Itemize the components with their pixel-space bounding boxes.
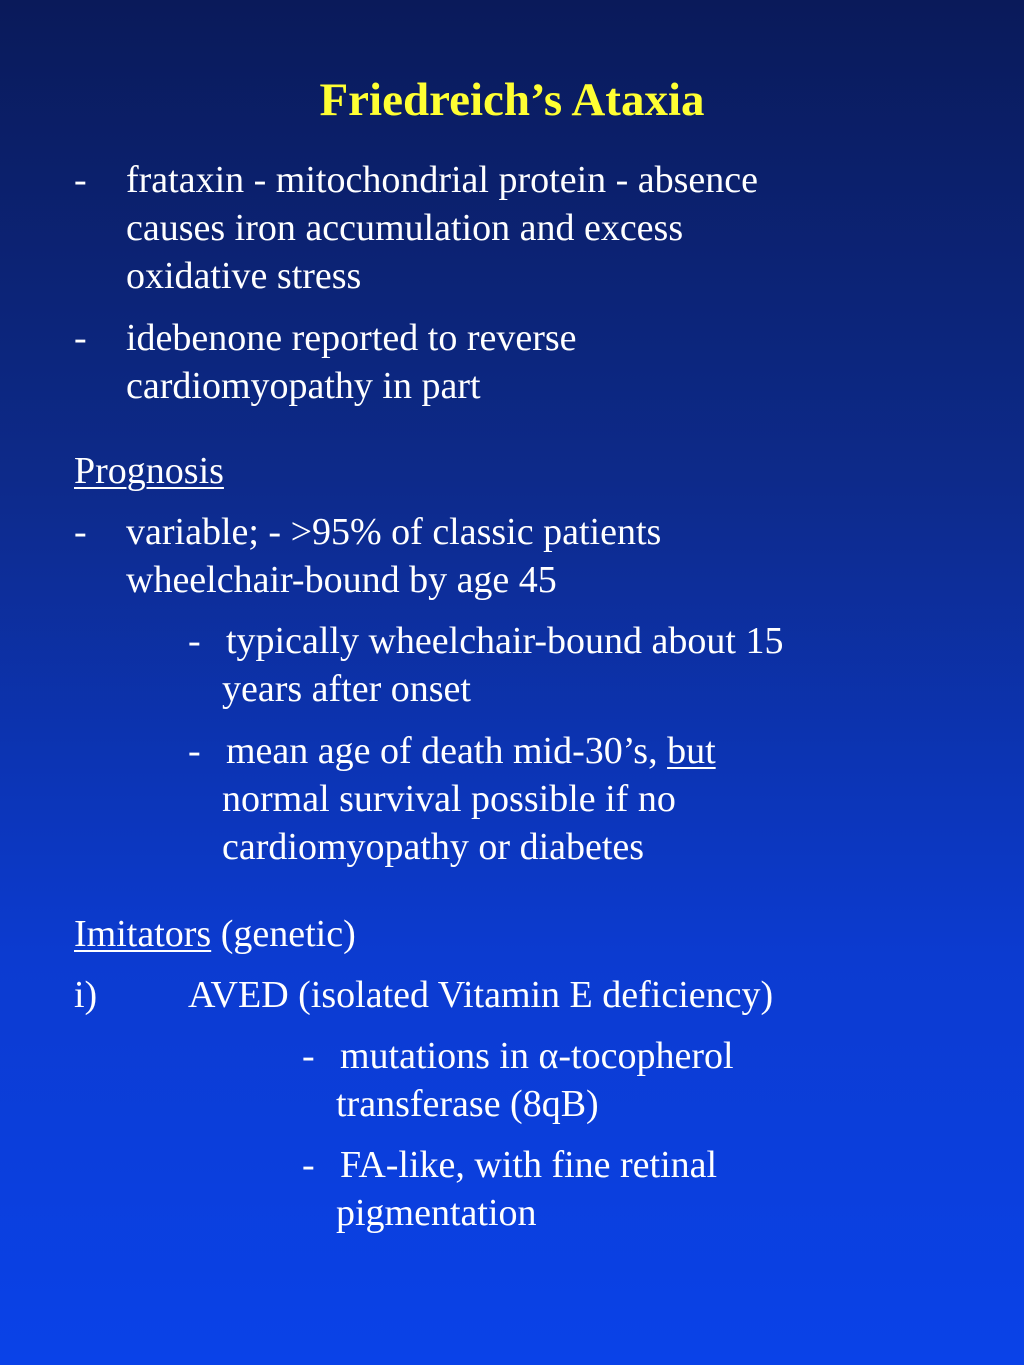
imitators-sub1-suffix: -tocopherol — [558, 1035, 734, 1077]
imitators-sub1-line2: transferase (8qB) — [336, 1083, 599, 1125]
prognosis-bullet-line2: wheelchair-bound by age 45 — [126, 559, 557, 601]
prognosis-bullet-line1: variable; - >95% of classic patients — [126, 511, 662, 553]
bullet2-line2: cardiomyopathy in part — [126, 365, 481, 407]
bullet2-line1: idebenone reported to reverse — [126, 317, 577, 359]
prognosis-sub1-line1: typically wheelchair-bound about 15 — [226, 620, 784, 662]
emphasis-but: but — [667, 730, 716, 772]
prognosis-sub2-line1-text: mean age of death mid-30’s, — [226, 730, 668, 772]
imitators-item-text: AVED (isolated Vitamin E deficiency) — [188, 974, 774, 1016]
slide-title: Friedreich’s Ataxia — [319, 74, 705, 126]
bullet-marker: - — [74, 511, 87, 553]
bullet1-line3: oxidative stress — [126, 255, 362, 297]
prognosis-sub2-line1 — [226, 727, 716, 775]
sub-bullet-marker: - — [302, 1144, 315, 1186]
bullet-marker: - — [74, 317, 87, 359]
bullet1-line1: frataxin - mitochondrial protein - absence — [126, 159, 759, 201]
imitators-sub1-prefix: mutations in — [340, 1035, 539, 1077]
imitators-sub1-line1 — [340, 1032, 734, 1080]
imitators-heading-label: Imitators — [74, 913, 212, 955]
alpha-symbol: α — [538, 1035, 559, 1077]
prognosis-sub2-line3: cardiomyopathy or diabetes — [222, 826, 645, 868]
imitators-sub2-line1: FA-like, with fine retinal — [340, 1144, 718, 1186]
imitators-item-marker: i) — [74, 974, 98, 1016]
imitators-heading-suffix: (genetic) — [211, 913, 356, 955]
sub-bullet-marker: - — [188, 620, 201, 662]
imitators-sub2-line2: pigmentation — [336, 1192, 537, 1234]
bullet-marker: - — [74, 159, 87, 201]
prognosis-heading: Prognosis — [74, 450, 224, 492]
prognosis-sub1-line2: years after onset — [222, 668, 471, 710]
sub-bullet-marker: - — [188, 730, 201, 772]
prognosis-sub2-line2: normal survival possible if no — [222, 778, 676, 820]
imitators-heading — [74, 910, 356, 958]
sub-bullet-marker: - — [302, 1035, 315, 1077]
bullet1-line2: causes iron accumulation and excess — [126, 207, 684, 249]
